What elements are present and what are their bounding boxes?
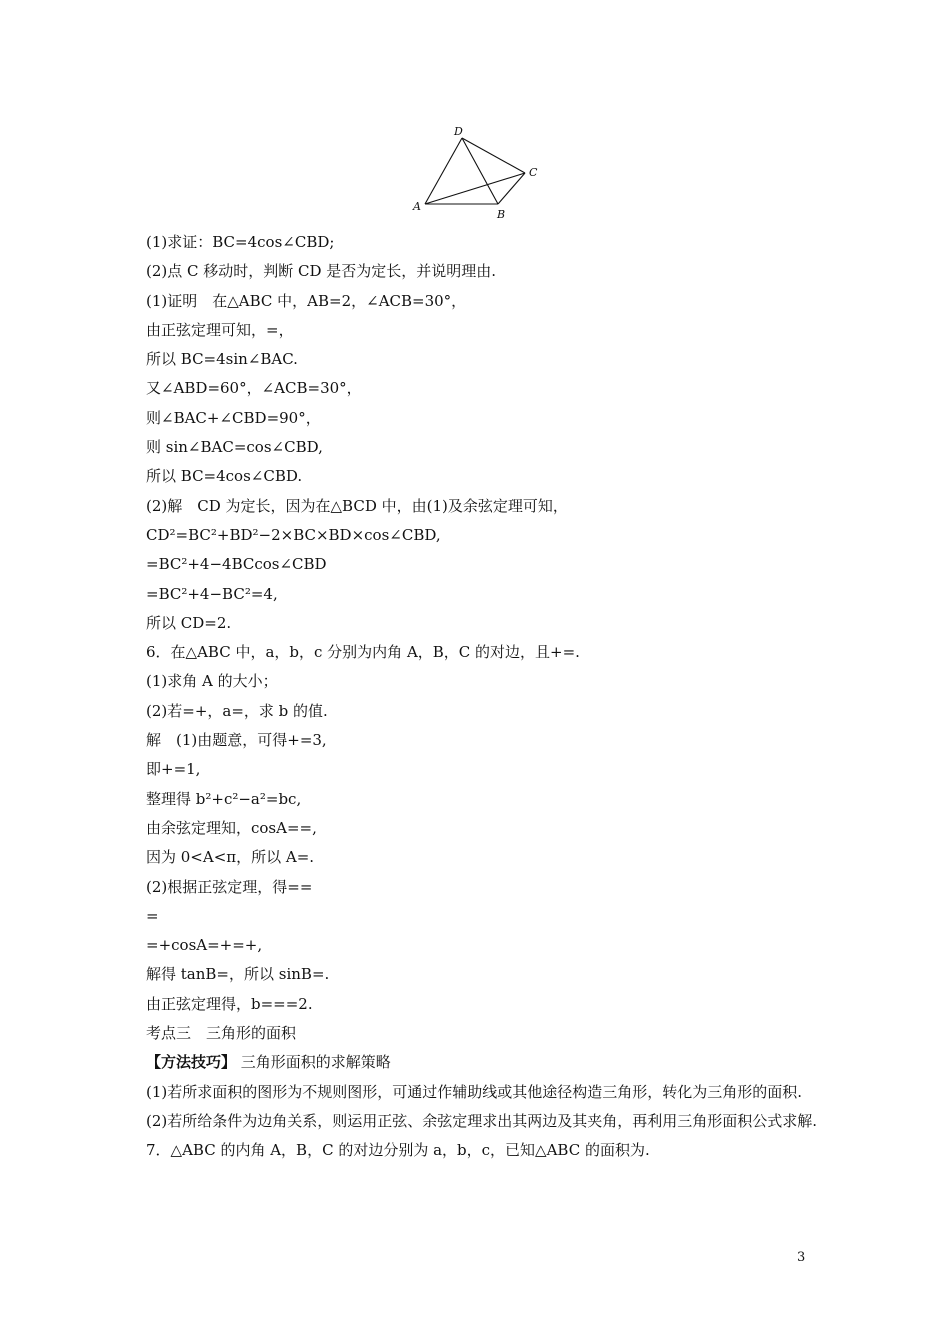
text-line: 由正弦定理可知，=，: [146, 320, 294, 339]
geometry-figure: [408, 124, 548, 220]
text-line: 整理得 b²+c²−a²=bc,: [146, 789, 302, 808]
text-line: 所以 BC=4cos∠CBD.: [146, 467, 303, 486]
text-line: (2)根据正弦定理，得==: [146, 877, 313, 896]
text-line: 解 (1)由题意，可得+=3,: [146, 731, 327, 750]
text-line: 因为 0<A<π，所以 A=.: [146, 848, 315, 867]
page-number: 3: [797, 1250, 806, 1265]
text-line: =+cosA=+=+,: [146, 936, 263, 955]
text-line: =BC²+4−BC²=4,: [146, 584, 278, 603]
text-line: 解得 tanB=，所以 sinB=.: [146, 965, 330, 984]
question-6: 6．在△ABC 中，a，b，c 分别为内角 A，B，C 的对边，且+=.: [146, 643, 580, 662]
text-line: 所以 BC=4sin∠BAC.: [146, 350, 298, 369]
text-line: 则∠BAC+∠CBD=90°，: [146, 408, 321, 427]
text-line: 所以 CD=2.: [146, 613, 232, 632]
method-heading: [146, 1048, 826, 1077]
text-line: 由正弦定理得，b===2.: [146, 994, 313, 1013]
text-line: 又∠ABD=60°，∠ACB=30°，: [146, 379, 362, 398]
text-line: (2)若=+，a=，求 b 的值.: [146, 701, 328, 720]
question-7: 7．△ABC 的内角 A，B，C 的对边分别为 a，b，c，已知△ABC 的面积为.: [146, 1141, 650, 1160]
quadrilateral-diagram: [408, 124, 548, 220]
section-heading: 考点三 三角形的面积: [146, 1024, 297, 1043]
text-line: (2)解 CD 为定长，因为在△BCD 中，由(1)及余弦定理可知，: [146, 496, 568, 515]
method-tip-2: (2)若所给条件为边角关系，则运用正弦、余弦定理求出其两边及其夹角，再利用三角形面积公式求解.: [146, 1111, 818, 1130]
text-line: 由余弦定理知，cosA==,: [146, 818, 317, 837]
label-d: D: [454, 125, 463, 138]
text-line: 即+=1,: [146, 760, 201, 779]
text-line: 则 sin∠BAC=cos∠CBD,: [146, 438, 323, 457]
label-a: A: [413, 200, 421, 213]
text-line: =: [146, 906, 159, 925]
method-tag: 【方法技巧】: [146, 1053, 237, 1072]
method-title: 三角形面积的求解策略: [240, 1053, 391, 1072]
text-line: (1)求证：BC=4cos∠CBD;: [146, 233, 335, 251]
text-line: (2)点 C 移动时，判断 CD 是否为定长，并说明理由.: [146, 262, 497, 281]
text-line: (1)求角 A 的大小；: [146, 672, 278, 691]
label-b: B: [497, 208, 506, 220]
method-tip-1: (1)若所求面积的图形为不规则图形，可通过作辅助线或其他途径构造三角形，转化为三角形的面积.: [146, 1082, 803, 1101]
label-c: C: [529, 166, 538, 179]
document-body: [146, 228, 826, 1166]
text-line: (1)证明 在△ABC 中，AB=2，∠ACB=30°，: [146, 291, 467, 310]
text-line: CD²=BC²+BD²−2×BC×BD×cos∠CBD,: [146, 525, 441, 544]
text-line: =BC²+4−4BCcos∠CBD: [146, 555, 327, 574]
